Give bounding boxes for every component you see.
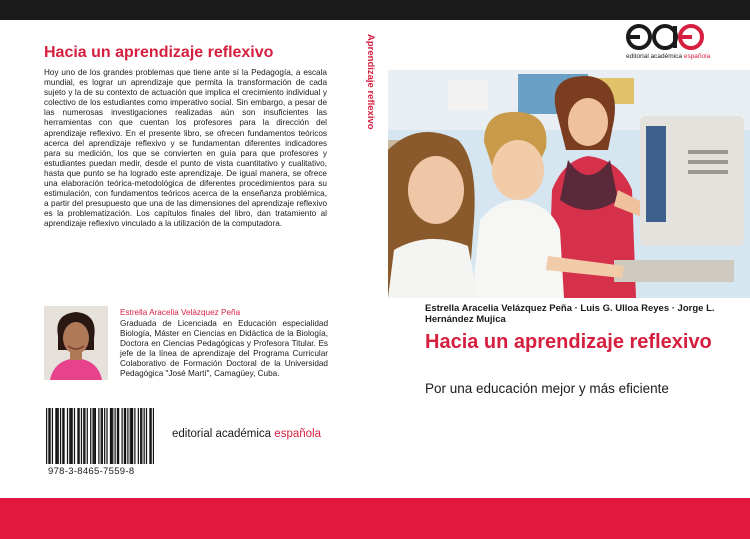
- barcode-bar: [90, 408, 91, 464]
- author-photo: [44, 306, 108, 380]
- barcode-bar: [138, 408, 139, 464]
- barcode-bar: [95, 408, 96, 464]
- barcode-bar: [70, 408, 71, 464]
- barcode-bar: [101, 408, 102, 464]
- top-band: [0, 0, 750, 20]
- barcode-bar: [104, 408, 105, 464]
- barcode-bar: [94, 408, 95, 464]
- publisher-logo-icon: [622, 22, 708, 52]
- barcode-bar: [60, 408, 61, 464]
- cover-photo: [388, 70, 750, 298]
- barcode-bar: [130, 408, 131, 464]
- front-cover-authors: Estrella Aracelia Velázquez Peña · Luis G. Ulloa Reyes · Jorge L. Hernández Mujica: [425, 303, 715, 325]
- barcode-bar: [52, 408, 53, 464]
- barcode-bar: [79, 408, 80, 464]
- barcode-bar: [117, 408, 118, 464]
- barcode-bar: [72, 408, 73, 464]
- barcode-bar: [87, 408, 88, 464]
- barcode-bar: [92, 408, 93, 464]
- barcode-bar: [115, 408, 116, 464]
- barcode-bar: [77, 408, 78, 464]
- front-cover-subtitle: Por una educación mejor y más eficiente: [425, 381, 669, 396]
- barcode-bar: [81, 408, 82, 464]
- barcode-bar: [149, 408, 150, 464]
- spine-title: Aprendizaje reflexivo: [365, 34, 376, 130]
- barcode-bar: [140, 408, 141, 464]
- bottom-band: [0, 498, 750, 539]
- barcode-bar: [112, 408, 113, 464]
- barcode-bar: [83, 408, 84, 464]
- publisher-name-back: editorial académica española: [172, 428, 321, 440]
- barcode-bar: [118, 408, 119, 464]
- barcode-bar: [102, 408, 103, 464]
- barcode-bar: [124, 408, 125, 464]
- barcode-bar: [106, 408, 107, 464]
- barcode-bar: [111, 408, 112, 464]
- front-cover-title: Hacia un aprendizaje reflexivo: [425, 331, 712, 353]
- back-cover-title: Hacia un aprendizaje reflexivo: [44, 44, 274, 61]
- barcode-bar: [98, 408, 99, 464]
- barcode-bar: [49, 408, 50, 464]
- barcode-bar: [127, 408, 128, 464]
- barcode-bar: [56, 408, 57, 464]
- barcode-bar: [131, 408, 132, 464]
- author-bio: Graduada de Licenciada en Educación especialidad Biología, Máster en Ciencias en Didáctica de la Biología, Doctora en Ciencias Pedagógicas y Profesora Titular. Es jefe de la línea de aprendizaje del Programa Curricular Colaborativo de Formación Doctoral de la Universidad Pedagógica "José Martí", Camagüey, Cuba.: [120, 319, 328, 379]
- barcode-bar: [132, 408, 133, 464]
- barcode-bar: [151, 408, 152, 464]
- barcode: [46, 408, 154, 464]
- barcode-bar: [74, 408, 75, 464]
- barcode-bar: [146, 408, 147, 464]
- barcode-bar: [69, 408, 70, 464]
- barcode-bar: [48, 408, 49, 464]
- barcode-bar: [55, 408, 56, 464]
- barcode-bar: [153, 408, 154, 464]
- logo-caption: editorial académica española: [626, 53, 711, 60]
- barcode-bar: [141, 408, 142, 464]
- barcode-bar: [58, 408, 59, 464]
- author-name: Estrella Aracelia Velázquez Peña: [120, 308, 241, 317]
- barcode-bar: [121, 408, 122, 464]
- barcode-bar: [110, 408, 111, 464]
- barcode-bar: [84, 408, 85, 464]
- barcode-bar: [46, 408, 47, 464]
- barcode-bar: [125, 408, 126, 464]
- barcode-bar: [67, 408, 68, 464]
- isbn-number: 978-3-8465-7559-8: [48, 466, 135, 477]
- back-cover-description: Hoy uno de los grandes problemas que tiene ante sí la Pedagogía, a escala mundial, es lograr un aprendizaje que permita la transformación de cada sujeto y la de su contexto de actuación que implica el crecimiento individual y colectivo de los estudiantes como imperativo social. Sin embargo, a pesar de las numerosas investigaciones realizadas aún son insuficientes las herramientas con que cuentan los profesores para la dirección del aprendizaje reflexivo. En el presente libro, se ofrecen fundamentos teóricos acerca del aprendizaje reflexivo y se fundamentan diferentes indicadores para su medición, los que se convierten en guía para que profesores y estudiantes puedan medir, desde el punto de vista cuantitativo y cualitativo, hasta que punto se ha logrado este aprendizaje. De igual manera, se ofrece una elaboración teórica-metodológica de diferentes procedimientos para su estimulación, con fundamentos teóricos acerca de la enseñanza problémica, a partir del presupuesto que una de las dimensiones del aprendizaje reflexivo es la problematización. Los capítulos finales del libro, dan tratamiento al aprendizaje reflexivo vinculado a la utilización de la computadora.: [44, 68, 327, 229]
- barcode-bar: [134, 408, 135, 464]
- barcode-bar: [63, 408, 64, 464]
- barcode-bar: [62, 408, 63, 464]
- barcode-bar: [144, 408, 145, 464]
